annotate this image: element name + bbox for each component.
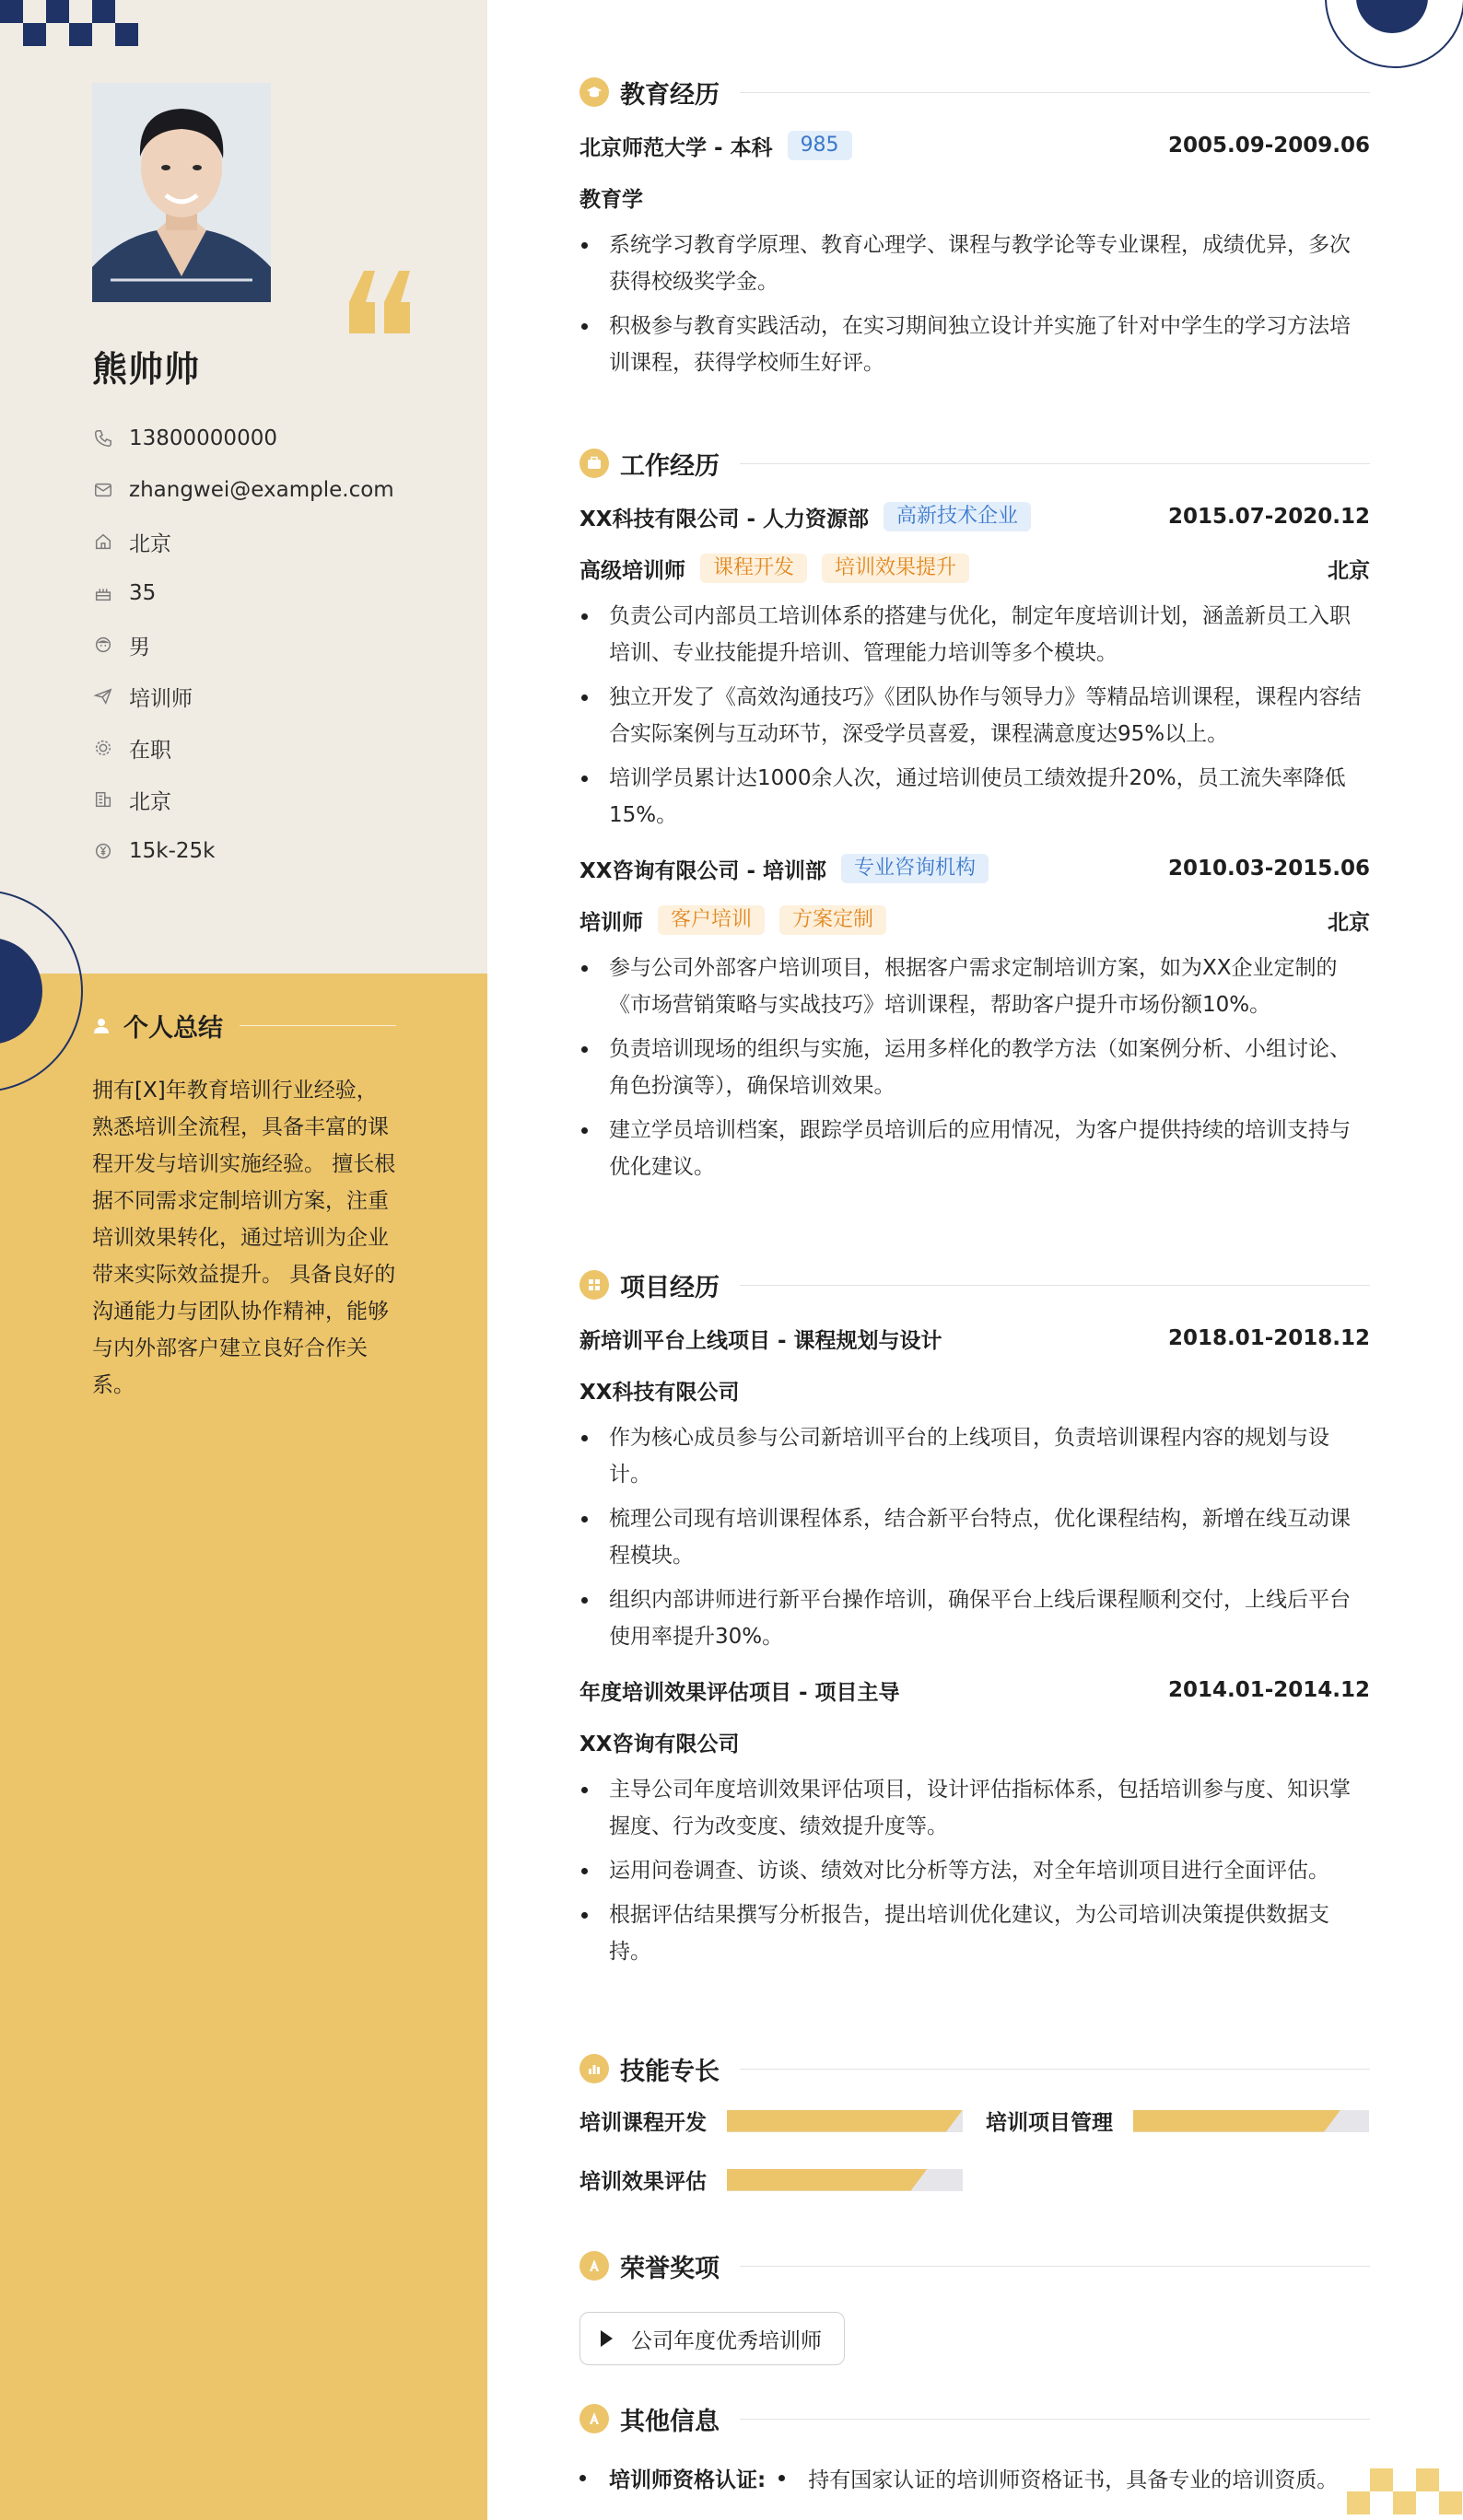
contact-status-text: 在职 [129, 738, 171, 763]
work-job-2-role-tag: 客户培训 [658, 905, 765, 935]
mail-icon [92, 479, 114, 501]
contact-email-text: zhangwei@example.com [129, 478, 394, 502]
work-job-2-role: 培训师 [579, 910, 643, 935]
projects-section [579, 1266, 1370, 1978]
education-date: 2005.09-2009.06 [1167, 134, 1370, 158]
contact-job [92, 671, 479, 722]
skill-bar [727, 2110, 963, 2132]
skill-item [579, 2164, 963, 2195]
person-icon [92, 1017, 111, 1035]
project-1-org: XX科技有限公司 [579, 1380, 740, 1405]
project-1-row [579, 1312, 1370, 1364]
list-item: 根据评估结果撰写分析报告，提出培训优化建议，为公司培训决策提供数据支持。 [579, 1896, 1370, 1970]
skills-section [579, 2050, 1370, 2225]
education-title: 教育经历 [620, 80, 720, 110]
list-item: 培训学员累计达1000余人次，通过培训使员工绩效提升20%，员工流失率降低15%。 [579, 760, 1370, 834]
work-job-2-date: 2010.03-2015.06 [1167, 857, 1370, 881]
list-item: 积极参与教育实践活动，在实习期间独立设计并实施了针对中学生的学习方法培训课程，获得学校师生好评。 [579, 308, 1370, 381]
work-job-1-role-tag: 培训效果提升 [822, 554, 969, 583]
education-entry-row [579, 120, 1370, 171]
work-job-2-company-row [579, 843, 1370, 894]
education-bullets [579, 227, 1370, 381]
work-job-1-company: XX科技有限公司 - 人力资源部 [579, 507, 870, 531]
education-divider [740, 92, 1370, 93]
other-label: 培训师资格认证: [609, 2468, 767, 2492]
work-header [579, 445, 1370, 482]
contact-salary [92, 825, 479, 877]
list-item: 梳理公司现有培训课程体系，结合新平台特点，优化课程结构，新增在线互动课程模块。 [579, 1500, 1370, 1574]
medal-icon [579, 2251, 609, 2281]
contact-gender [92, 619, 479, 671]
work-job-1-role-row [579, 542, 1370, 594]
contact-phone-text: 13800000000 [129, 426, 277, 450]
other-header [579, 2400, 1370, 2437]
work-job-2-role-row [579, 894, 1370, 946]
graduation-cap-icon [579, 77, 609, 107]
education-major: 教育学 [579, 187, 643, 212]
skills-grid [579, 2106, 1370, 2225]
project-1-org-row [579, 1364, 1370, 1416]
contact-job-text: 培训师 [129, 686, 193, 711]
home-icon [92, 531, 114, 553]
briefcase-icon [579, 449, 609, 478]
work-job-1-location: 北京 [1328, 558, 1370, 583]
awards-section [579, 2247, 1370, 2365]
other-text: 持有国家认证的培训师资格证书，具备专业的培训资质。 [808, 2468, 1339, 2492]
project-2-name: 年度培训效果评估项目 - 项目主导 [579, 1680, 900, 1705]
project-2-date: 2014.01-2014.12 [1167, 1678, 1370, 1702]
contact-city [92, 774, 479, 825]
summary-header [92, 1008, 396, 1044]
summary-divider [240, 1025, 396, 1026]
list-item: 组织内部讲师进行新平台操作培训，确保平台上线后课程顺利交付，上线后平台使用率提升30%。 [579, 1581, 1370, 1655]
contact-list [92, 413, 479, 877]
skills-divider [740, 2069, 1370, 2070]
list-item: 独立开发了《高效沟通技巧》《团队协作与领导力》等精品培训课程，课程内容结合实际案例与互动环节，深受学员喜爱，课程满意度达95%以上。 [579, 679, 1370, 752]
avatar-photo [92, 83, 271, 302]
skill-name: 培训效果评估 [579, 2170, 707, 2194]
summary-title: 个人总结 [123, 1014, 223, 1043]
grid-icon [579, 1270, 609, 1300]
skill-name: 培训课程开发 [579, 2111, 707, 2135]
work-job-1-bullets [579, 598, 1370, 834]
award-name: 公司年度优秀培训师 [631, 2328, 822, 2353]
list-item: 作为核心成员参与公司新培训平台的上线项目，负责培训课程内容的规划与设计。 [579, 1419, 1370, 1493]
awards-divider [740, 2266, 1370, 2267]
list-item: 参与公司外部客户培训项目，根据客户需求定制培训方案，如为XX企业定制的《市场营销策略与实战技巧》培训课程，帮助客户提升市场份额10%。 [579, 950, 1370, 1023]
building-icon [92, 788, 114, 811]
contact-gender-text: 男 [129, 635, 150, 659]
list-item: 主导公司年度培训效果评估项目，设计评估指标体系，包括培训参与度、知识掌握度、行为改变度、绩效提升度等。 [579, 1771, 1370, 1845]
skills-title: 技能专长 [620, 2057, 720, 2086]
work-section [579, 445, 1370, 1193]
work-job-2-location: 北京 [1328, 910, 1370, 935]
skill-name: 培训项目管理 [986, 2111, 1113, 2135]
skills-header [579, 2050, 1370, 2087]
contact-email [92, 464, 479, 516]
contact-age [92, 567, 479, 619]
project-2-org-row [579, 1716, 1370, 1768]
projects-title: 项目经历 [620, 1273, 720, 1302]
education-tag: 985 [788, 131, 852, 160]
work-job-1-role: 高级培训师 [579, 558, 685, 583]
summary-text: 拥有[X]年教育培训行业经验，熟悉培训全流程，具备丰富的课程开发与培训实施经验。 擅长根据不同需求定制培训方案，注重培训效果转化，通过培训为企业带来实际效益提升。 具备良好的沟通能力与团队协作精神，能够与内外部客户建立良好合作关系。 [92, 1079, 396, 1397]
list-item: 运用问卷调查、访谈、绩效对比分析等方法，对全年培训项目进行全面评估。 [579, 1852, 1370, 1889]
skill-bar-fill [727, 2169, 928, 2191]
contact-phone [92, 413, 479, 464]
work-job-1-company-row [579, 491, 1370, 542]
project-1 [579, 1312, 1370, 1655]
projects-header [579, 1266, 1370, 1303]
contact-age-text: 35 [129, 581, 157, 605]
work-job-2 [579, 843, 1370, 1185]
education-school: 北京师范大学 - 本科 [579, 135, 773, 160]
phone-icon [92, 427, 114, 449]
contact-location [92, 516, 479, 567]
play-triangle-icon [601, 2330, 613, 2347]
work-job-2-bullets [579, 950, 1370, 1185]
project-2-bullets [579, 1771, 1370, 1970]
cake-icon [92, 582, 114, 604]
awards-header [579, 2247, 1370, 2284]
send-icon [92, 685, 114, 707]
bullet-dot [778, 2475, 785, 2481]
work-job-2-company: XX咨询有限公司 - 培训部 [579, 858, 827, 883]
list-item: 系统学习教育学原理、教育心理学、课程与教学论等专业课程，成绩优异，多次获得校级奖学金。 [579, 227, 1370, 300]
work-job-1-role-tag: 课程开发 [700, 554, 807, 583]
work-job-1-date: 2015.07-2020.12 [1167, 505, 1370, 529]
other-row [579, 2463, 1370, 2493]
project-1-bullets [579, 1419, 1370, 1655]
quote-mark-icon [345, 271, 414, 337]
project-1-date: 2018.01-2018.12 [1167, 1326, 1370, 1350]
skill-item [986, 2106, 1369, 2136]
status-icon [92, 737, 114, 759]
list-item: 建立学员培训档案，跟踪学员培训后的应用情况，为客户提供持续的培训支持与优化建议。 [579, 1112, 1370, 1185]
sidebar [0, 0, 487, 2520]
other-section [579, 2400, 1370, 2493]
work-divider [740, 463, 1370, 464]
list-item: 负责培训现场的组织与实施，运用多样化的教学方法（如案例分析、小组讨论、角色扮演等），确保培训效果。 [579, 1031, 1370, 1104]
projects-divider [740, 1285, 1370, 1286]
skill-bar-fill [1133, 2110, 1340, 2132]
work-title: 工作经历 [620, 451, 720, 481]
contact-location-text: 北京 [129, 531, 171, 556]
list-item: 负责公司内部员工培训体系的搭建与优化，制定年度培训计划，涵盖新员工入职培训、专业技能提升培训、管理能力培训等多个模块。 [579, 598, 1370, 671]
education-header [579, 74, 1370, 111]
work-job-2-company-tag: 专业咨询机构 [841, 854, 989, 883]
skill-bar-fill [727, 2110, 963, 2132]
info-letter-icon [579, 2404, 609, 2433]
work-job-2-role-tag: 方案定制 [779, 905, 886, 935]
award-chip [579, 2312, 845, 2365]
education-section [579, 74, 1370, 389]
bullet-dot [579, 2475, 586, 2481]
contact-status [92, 722, 479, 774]
project-1-name: 新培训平台上线项目 - 课程规划与设计 [579, 1328, 942, 1353]
skill-bar [727, 2169, 963, 2191]
work-job-1-company-tag: 高新技术企业 [884, 502, 1031, 531]
work-job-1 [579, 491, 1370, 834]
contact-salary-text: 15k-25k [129, 839, 216, 863]
education-major-row [579, 171, 1370, 223]
other-divider [740, 2419, 1370, 2420]
bar-chart-icon [579, 2054, 609, 2083]
skill-bar [1133, 2110, 1369, 2132]
face-icon [92, 634, 114, 656]
skill-item [579, 2106, 963, 2136]
contact-city-text: 北京 [129, 789, 171, 814]
project-2-row [579, 1664, 1370, 1716]
other-title: 其他信息 [620, 2407, 720, 2436]
yen-icon [92, 840, 114, 862]
profile-name: 熊帅帅 [92, 349, 201, 390]
project-2 [579, 1664, 1370, 1970]
project-2-org: XX咨询有限公司 [579, 1732, 740, 1756]
awards-list [579, 2312, 1370, 2365]
awards-title: 荣誉奖项 [620, 2254, 720, 2283]
